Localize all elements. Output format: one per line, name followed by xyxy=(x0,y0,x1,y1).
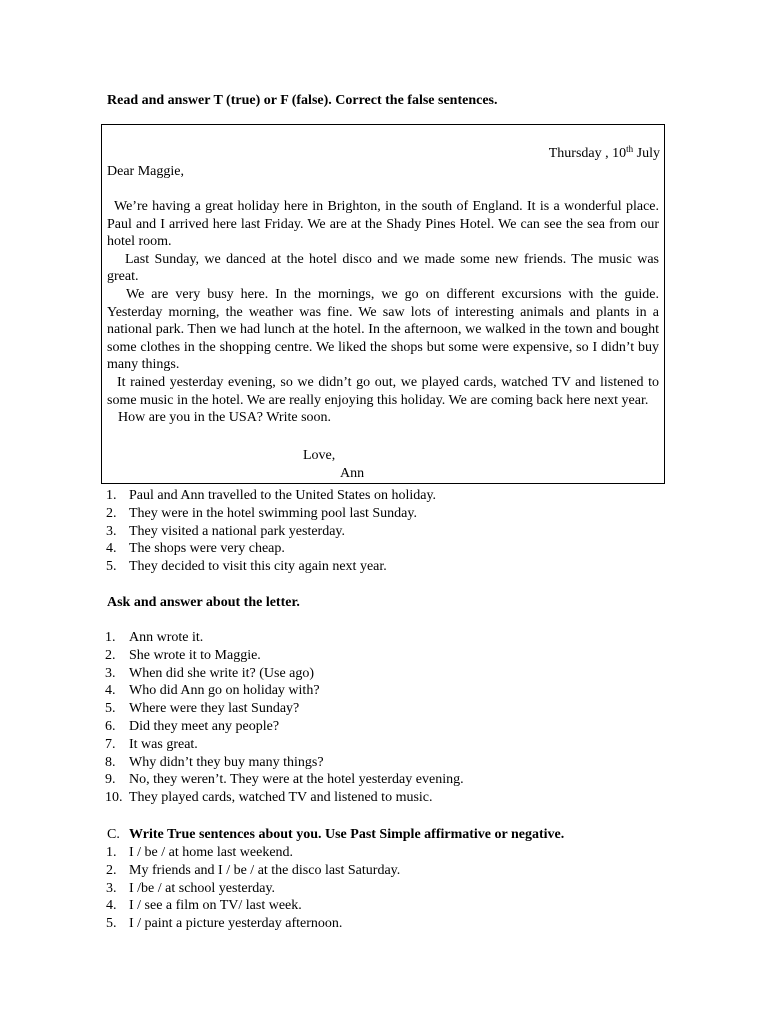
letter-paragraph: Last Sunday, we danced at the hotel disco and we made some new friends. The music was great. xyxy=(107,251,659,285)
list-item: 1. Ann wrote it. xyxy=(105,630,204,645)
letter-signature: Ann xyxy=(340,466,365,481)
about-you-list xyxy=(106,844,400,933)
list-item: 8. Why didn’t they buy many things? xyxy=(105,754,324,770)
list-item: 1. I / be / at home last weekend. xyxy=(106,845,294,860)
section-c-title: Write True sentences about you. Use Past Simple affirmative or negative. xyxy=(129,827,565,842)
list-item: 6. Did they meet any people? xyxy=(105,718,280,734)
list-item: 4. The shops were very cheap. xyxy=(106,541,285,557)
list-item: 5. They decided to visit this city again next year. xyxy=(106,559,387,575)
list-item: 3. They visited a national park yesterday. xyxy=(106,523,346,539)
list-item: 5. I / paint a picture yesterday afternoon. xyxy=(106,916,343,932)
list-item: 3. When did she write it? (Use ago) xyxy=(105,665,315,681)
list-item: 4. I / see a film on TV/ last week. xyxy=(106,898,302,914)
letter-body xyxy=(107,198,659,427)
true-false-list xyxy=(106,487,436,576)
letter-paragraph: We are very busy here. In the mornings, we go on different excursions with the guide. Yesterday morning, the weather was fine. We saw lots of interesting animals and plants in a national park. Then we had lunch at the hotel. In the afternoon, we walked in the town and bought some clothes in the shopping centre. We liked the shops but some were expensive, so I didn’t buy many things. xyxy=(107,286,659,373)
list-item: 3. I /be / at school yesterday. xyxy=(106,880,276,896)
letter-paragraph: We’re having a great holiday here in Brighton, in the south of England. It is a wonderful place. Paul and I arrived here last Friday. We are at the Shady Pines Hotel. We can see the sea from our hotel room. xyxy=(107,199,659,250)
list-item: 2. She wrote it to Maggie. xyxy=(105,647,261,663)
list-item: 4. Who did Ann go on holiday with? xyxy=(105,683,320,699)
list-item: 10. They played cards, watched TV and listened to music. xyxy=(105,790,433,806)
letter-greeting: Dear Maggie, xyxy=(107,164,184,179)
section-c-heading xyxy=(107,826,564,844)
read-answer-instruction: Read and answer T (true) or F (false). Correct the false sentences. xyxy=(107,93,498,108)
letter-date: Thursday , 10th July xyxy=(548,144,660,161)
letter-paragraph: How are you in the USA? Write soon. xyxy=(118,410,332,426)
letter-closing: Love, xyxy=(303,448,336,463)
list-item: 7. It was great. xyxy=(105,736,198,752)
letter-box xyxy=(101,124,665,484)
list-item: 5. Where were they last Sunday? xyxy=(105,701,300,717)
list-item: 9. No, they weren’t. They were at the hotel yesterday evening. xyxy=(105,772,464,788)
list-item: 2. They were in the hotel swimming pool last Sunday. xyxy=(106,505,417,521)
question-list xyxy=(106,629,464,807)
letter-paragraph: It rained yesterday evening, so we didn’t go out, we played cards, watched TV and listened to some music in the hotel. We are really enjoying this holiday. We are coming back here next year. xyxy=(107,374,659,408)
list-item: 2. My friends and I / be / at the disco last Saturday. xyxy=(106,862,401,878)
ask-answer-instruction: Ask and answer about the letter. xyxy=(107,595,300,610)
section-c-letter: C. xyxy=(107,827,120,842)
list-item: 1. Paul and Ann travelled to the United States on holiday. xyxy=(106,488,437,503)
